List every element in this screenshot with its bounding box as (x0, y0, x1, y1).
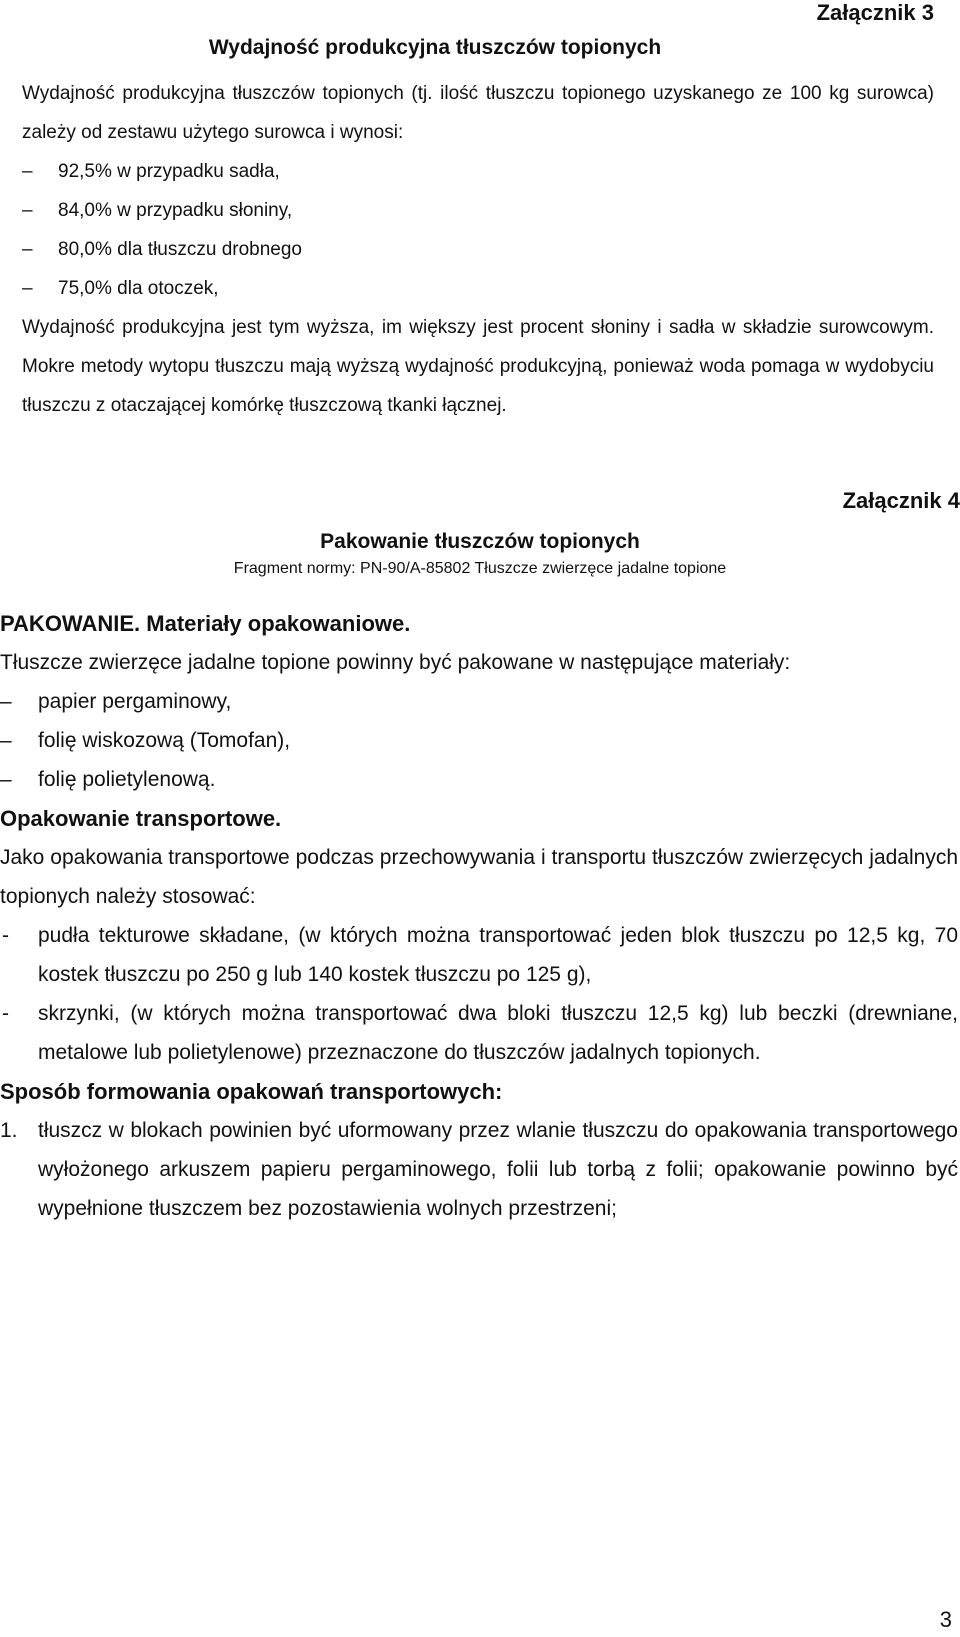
annex-4-body (0, 604, 958, 1228)
list-item (22, 152, 934, 191)
list-item-text: 92,5% w przypadku sadła, (58, 161, 280, 182)
yield-list (22, 152, 934, 308)
annex-3-intro: Wydajność produkcyjna tłuszczów topionych (tj. ilość tłuszczu topionego uzyskanego ze 100 kg surowca) zależy od zestawu użytego surowca i wynosi: (22, 83, 934, 143)
dash-marker: – (22, 161, 33, 182)
page-number: 3 (939, 1607, 952, 1632)
list-item (22, 191, 934, 230)
dash-marker: – (22, 278, 33, 299)
hyphen-marker: - (2, 1002, 9, 1025)
number-marker: 1. (0, 1119, 18, 1142)
packaging-intro: Tłuszcze zwierzęce jadalne topione powinny być pakowane w następujące materiały: (0, 651, 791, 674)
annex-3-conclusion: Wydajność produkcyjna jest tym wyższa, im większy jest procent słoniny i sadła w składzie surowcowym. Mokre metody wytopu tłuszczu mają wyższą wydajność produkcyjną, ponieważ woda pomaga w wydobyciu tłuszczu z otaczającej komórkę tłuszczową tkanki łącznej. (22, 317, 934, 416)
list-item-text: 84,0% w przypadku słoniny, (58, 200, 293, 221)
list-item-text: skrzynki, (w których można transportować dwa bloki tłuszczu 12,5 kg) lub beczki (drewniane, metalowe lub polietylenowe) przeznaczone do tłuszczów jadalnych topionych. (38, 1002, 958, 1064)
transport-heading: Opakowanie transportowe. (0, 806, 282, 831)
list-item (22, 230, 934, 269)
dash-marker: – (22, 239, 33, 260)
forming-list (0, 1111, 958, 1228)
list-item-text: folię polietylenową. (38, 768, 216, 791)
list-item-text: papier pergaminowy, (38, 690, 232, 713)
list-item (0, 721, 958, 760)
list-item (0, 682, 958, 721)
list-item (0, 916, 958, 994)
list-item-text: tłuszcz w blokach powinien być uformowany przez wlanie tłuszczu do opakowania transportowego wyłożonego arkuszem papieru pergaminowego, folii lub torbą z folii; opakowanie powinno być wypełnione tłuszczem bez pozostawienia wolnych przestrzeni; (38, 1119, 958, 1220)
packaging-heading: PAKOWANIE. Materiały opakowaniowe. (0, 611, 411, 636)
annex-3-label: Załącznik 3 (816, 0, 934, 25)
transport-list (0, 916, 958, 1072)
annex-4-label: Załącznik 4 (842, 488, 960, 513)
annex-4-title: Pakowanie tłuszczów topionych (320, 530, 640, 553)
dash-marker: – (0, 690, 12, 713)
list-item (0, 760, 958, 799)
list-item (0, 1111, 958, 1228)
transport-intro: Jako opakowania transportowe podczas przechowywania i transportu tłuszczów zwierzęcych jadalnych topionych należy stosować: (0, 846, 958, 908)
annex-3-title: Wydajność produkcyjna tłuszczów topionych (208, 36, 662, 59)
hyphen-marker: - (2, 924, 9, 947)
dash-marker: – (0, 729, 12, 752)
annex-3-body (22, 74, 934, 425)
annex-4-subtitle: Fragment normy: PN-90/A-85802 Tłuszcze zwierzęce jadalne topione (233, 560, 727, 577)
dash-marker: – (22, 200, 33, 221)
materials-list (0, 682, 958, 799)
list-item-text: 75,0% dla otoczek, (58, 278, 219, 299)
list-item-text: folię wiskozową (Tomofan), (38, 729, 291, 752)
list-item (22, 269, 934, 308)
list-item-text: pudła tekturowe składane, (w których można transportować jeden blok tłuszczu po 12,5 kg, 70 kostek tłuszczu po 250 g lub 140 kostek tłuszczu po 125 g), (38, 924, 958, 986)
list-item-text: 80,0% dla tłuszczu drobnego (58, 239, 302, 260)
dash-marker: – (0, 768, 12, 791)
list-item (0, 994, 958, 1072)
forming-heading: Sposób formowania opakowań transportowych: (0, 1079, 503, 1104)
